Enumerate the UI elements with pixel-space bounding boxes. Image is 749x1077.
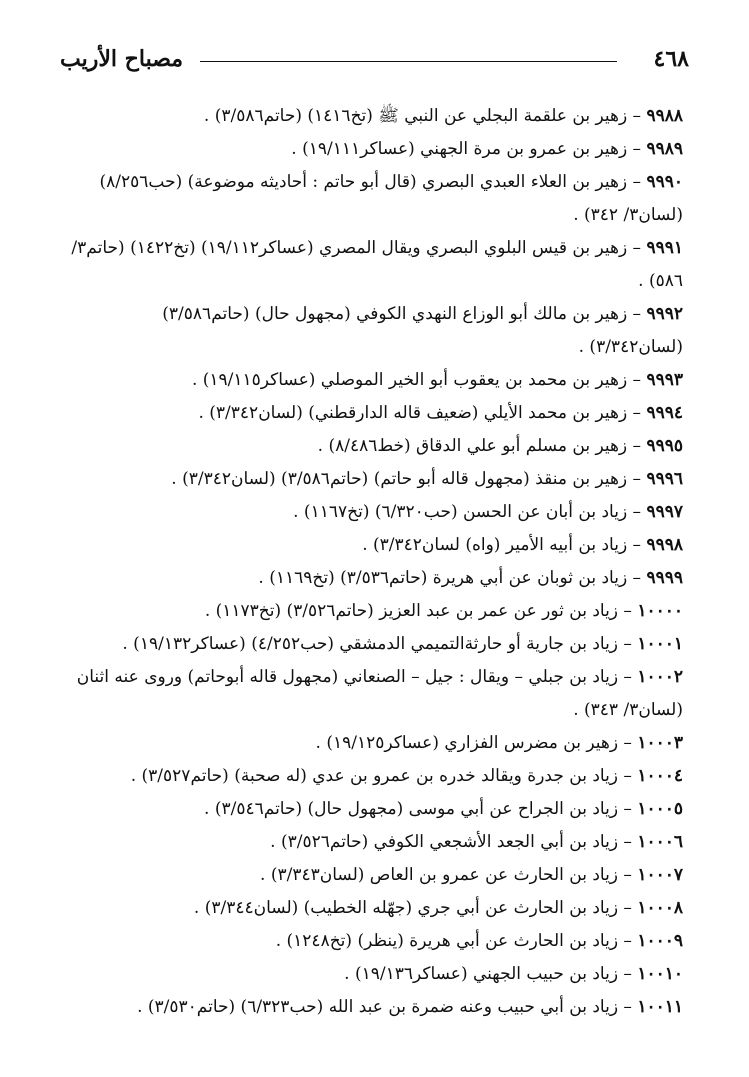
entry-number: ٩٩٨٨ (646, 106, 683, 126)
entry-number: ١٠٠٠٨ (637, 898, 683, 918)
entry-10000: ١٠٠٠٠ – زياد بن ثور عن عمر بن عبد العزيز (حاتم٣/٥٢٦) (تخ١١٧٣) . (204, 601, 683, 621)
entry-text: زياد بن أبان عن الحسن (حب٦/٣٢٠) (تخ١١٦٧) . (293, 502, 628, 522)
entry-text: زياد بن أبيه الأمير (واه) لسان٣/٣٤٢) . (362, 535, 628, 555)
entry-text: زياد بن جارية أو حارثةالتميمي الدمشقي (حب٤/٢٥٢) (عساكر١٩/١٣٢) . (122, 634, 619, 654)
entry-text: زياد بن ثور عن عمر بن عبد العزيز (حاتم٣/٥٢٦) (تخ١١٧٣) . (204, 601, 619, 621)
entry-number: ٩٩٩٢ (646, 304, 683, 324)
entry-9991: ٩٩٩١ – زهير بن قيس البلوي البصري ويقال المصري (عساكر١٩/١١٢) (تخ١٤٢٢) (حاتم٣/ ٥٨٦) . (71, 238, 683, 291)
entry-number: ١٠٠٠٧ (637, 865, 683, 885)
entry-number: ١٠٠٠١ (637, 634, 683, 654)
entry-text: زهير بن قيس البلوي البصري ويقال المصري (عساكر١٩/١١٢) (تخ١٤٢٢) (حاتم٣/ ٥٨٦) . (71, 238, 683, 291)
entry-number: ١٠٠٠٩ (637, 931, 683, 951)
entry-9996: ٩٩٩٦ – زهير بن منقذ (مجهول قاله أبو حاتم) (حاتم٣/٥٨٦) (لسان٣/٣٤٢) . (171, 469, 683, 489)
entry-text: زهير بن محمد الأيلي (ضعيف قاله الدارقطني) (لسان٣/٣٤٢) . (198, 403, 628, 423)
page-header (60, 44, 689, 84)
page-number: ٤٦٨ (653, 46, 689, 72)
entry-text: زهير بن علقمة البجلي عن النبي ﷺ (تخ١٤١٦) (حاتم٣/٥٨٦) . (203, 106, 628, 126)
entry-number: ١٠٠٠٦ (637, 832, 683, 852)
entry-10004: ١٠٠٠٤ – زياد بن جدرة ويقالد خدره بن عمرو بن عدي (له صحبة) (حاتم٣/٥٢٧) . (130, 766, 683, 786)
entry-text: زياد بن جبلي – ويقال : جيل – الصنعاني (مجهول قاله أبوحاتم) وروى عنه اثنان (لسان٣/ ٣٤٣) . (76, 667, 683, 720)
entry-9997: ٩٩٩٧ – زياد بن أبان عن الحسن (حب٦/٣٢٠) (تخ١١٦٧) . (293, 502, 683, 522)
entry-text: زياد بن الجراح عن أبي موسى (مجهول حال) (حاتم٣/٥٤٦) . (204, 799, 619, 819)
entry-10003: ١٠٠٠٣ – زهير بن مضرس الفزاري (عساكر١٩/١٢٥) . (315, 733, 683, 753)
entry-9994: ٩٩٩٤ – زهير بن محمد الأيلي (ضعيف قاله الدارقطني) (لسان٣/٣٤٢) . (198, 403, 683, 423)
entry-text: زياد بن أبي حبيب وعنه ضمرة بن عبد الله (حب٦/٣٢٣) (حاتم٣/٥٣٠) . (137, 997, 619, 1017)
running-title: مصباح الأريب (60, 46, 184, 72)
entry-10009: ١٠٠٠٩ – زياد بن الحارث عن أبي هريرة (ينظر) (تخ١٢٤٨) . (275, 931, 683, 951)
entry-number: ٩٩٩٧ (646, 502, 683, 522)
entry-text: زهير بن عمرو بن مرة الجهني (عساكر١٩/١١١) . (291, 139, 628, 159)
entry-9998: ٩٩٩٨ – زياد بن أبيه الأمير (واه) لسان٣/٣٤٢) . (362, 535, 683, 555)
entry-text: زياد بن الحارث عن أبي هريرة (ينظر) (تخ١٢٤٨) . (275, 931, 619, 951)
entry-number: ١٠٠١٠ (637, 964, 683, 984)
entry-number: ٩٩٩٩ (646, 568, 683, 588)
entry-list (70, 100, 683, 1024)
entry-number: ٩٩٩٠ (646, 172, 683, 192)
entry-text: زياد بن الحارث عن عمرو بن العاص (لسان٣/٣٤٣) . (260, 865, 619, 885)
entry-number: ٩٩٩٣ (646, 370, 683, 390)
entry-10005: ١٠٠٠٥ – زياد بن الجراح عن أبي موسى (مجهول حال) (حاتم٣/٥٤٦) . (204, 799, 683, 819)
entry-number: ٩٩٩٦ (646, 469, 683, 489)
entry-number: ٩٩٨٩ (646, 139, 683, 159)
entry-10001: ١٠٠٠١ – زياد بن جارية أو حارثةالتميمي الدمشقي (حب٤/٢٥٢) (عساكر١٩/١٣٢) . (122, 634, 683, 654)
entry-number: ١٠٠٠٣ (637, 733, 683, 753)
entry-text: زياد بن أبي الجعد الأشجعي الكوفي (حاتم٣/٥٢٦) . (270, 832, 619, 852)
entry-number: ١٠٠٠٤ (637, 766, 683, 786)
entry-9995: ٩٩٩٥ – زهير بن مسلم أبو علي الدقاق (خط٨/٤٨٦) . (317, 436, 683, 456)
entry-number: ٩٩٩١ (646, 238, 683, 258)
entry-9988: ٩٩٨٨ – زهير بن علقمة البجلي عن النبي ﷺ (تخ١٤١٦) (حاتم٣/٥٨٦) . (203, 106, 683, 126)
entry-9990: ٩٩٩٠ – زهير بن العلاء العبدي البصري (قال أبو حاتم : أحاديثه موضوعة) (حب٨/٢٥٦) (لسان٣/ ٣٤٢) . (99, 172, 683, 225)
entry-text: زياد بن جدرة ويقالد خدره بن عمرو بن عدي (له صحبة) (حاتم٣/٥٢٧) . (130, 766, 619, 786)
entry-10007: ١٠٠٠٧ – زياد بن الحارث عن عمرو بن العاص (لسان٣/٣٤٣) . (260, 865, 683, 885)
entry-10002: ١٠٠٠٢ – زياد بن جبلي – ويقال : جيل – الصنعاني (مجهول قاله أبوحاتم) وروى عنه اثنان (لسان٣/ ٣٤٣) . (76, 667, 683, 720)
entry-number: ١٠٠٠٥ (637, 799, 683, 819)
entry-text: زهير بن العلاء العبدي البصري (قال أبو حاتم : أحاديثه موضوعة) (حب٨/٢٥٦) (لسان٣/ ٣٤٢) . (99, 172, 683, 225)
entry-text: زياد بن ثوبان عن أبي هريرة (حاتم٣/٥٣٦) (تخ١١٦٩) . (258, 568, 628, 588)
entry-text: زهير بن مسلم أبو علي الدقاق (خط٨/٤٨٦) . (317, 436, 628, 456)
entry-number: ١٠٠٠٠ (637, 601, 683, 621)
entry-number: ١٠٠١١ (637, 997, 683, 1017)
entry-number: ١٠٠٠٢ (637, 667, 683, 687)
entry-9999: ٩٩٩٩ – زياد بن ثوبان عن أبي هريرة (حاتم٣/٥٣٦) (تخ١١٦٩) . (258, 568, 683, 588)
entry-number: ٩٩٩٥ (646, 436, 683, 456)
entry-9993: ٩٩٩٣ – زهير بن محمد بن يعقوب أبو الخير الموصلي (عساكر١٩/١١٥) . (191, 370, 683, 390)
entry-text: زهير بن منقذ (مجهول قاله أبو حاتم) (حاتم٣/٥٨٦) (لسان٣/٣٤٢) . (171, 469, 628, 489)
header-rule (200, 61, 617, 62)
entry-text: زياد بن الحارث عن أبي جري (جهّله الخطيب) (لسان٣/٣٤٤) . (193, 898, 619, 918)
entry-text: زهير بن مضرس الفزاري (عساكر١٩/١٢٥) . (315, 733, 619, 753)
entry-10011: ١٠٠١١ – زياد بن أبي حبيب وعنه ضمرة بن عبد الله (حب٦/٣٢٣) (حاتم٣/٥٣٠) . (137, 997, 683, 1017)
entry-9992: ٩٩٩٢ – زهير بن مالك أبو الوزاع النهدي الكوفي (مجهول حال) (حاتم٣/٥٨٦) (لسان٣/٣٤٢) . (162, 304, 683, 357)
entry-10008: ١٠٠٠٨ – زياد بن الحارث عن أبي جري (جهّله الخطيب) (لسان٣/٣٤٤) . (193, 898, 683, 918)
entry-number: ٩٩٩٤ (646, 403, 683, 423)
entry-text: زهير بن محمد بن يعقوب أبو الخير الموصلي (عساكر١٩/١١٥) . (191, 370, 628, 390)
entry-text: زياد بن حبيب الجهني (عساكر١٩/١٣٦) . (344, 964, 619, 984)
entry-10010: ١٠٠١٠ – زياد بن حبيب الجهني (عساكر١٩/١٣٦) . (344, 964, 683, 984)
entry-9989: ٩٩٨٩ – زهير بن عمرو بن مرة الجهني (عساكر١٩/١١١) . (291, 139, 683, 159)
entry-number: ٩٩٩٨ (646, 535, 683, 555)
entry-text: زهير بن مالك أبو الوزاع النهدي الكوفي (مجهول حال) (حاتم٣/٥٨٦) (لسان٣/٣٤٢) . (162, 304, 683, 357)
entry-10006: ١٠٠٠٦ – زياد بن أبي الجعد الأشجعي الكوفي (حاتم٣/٥٢٦) . (270, 832, 683, 852)
